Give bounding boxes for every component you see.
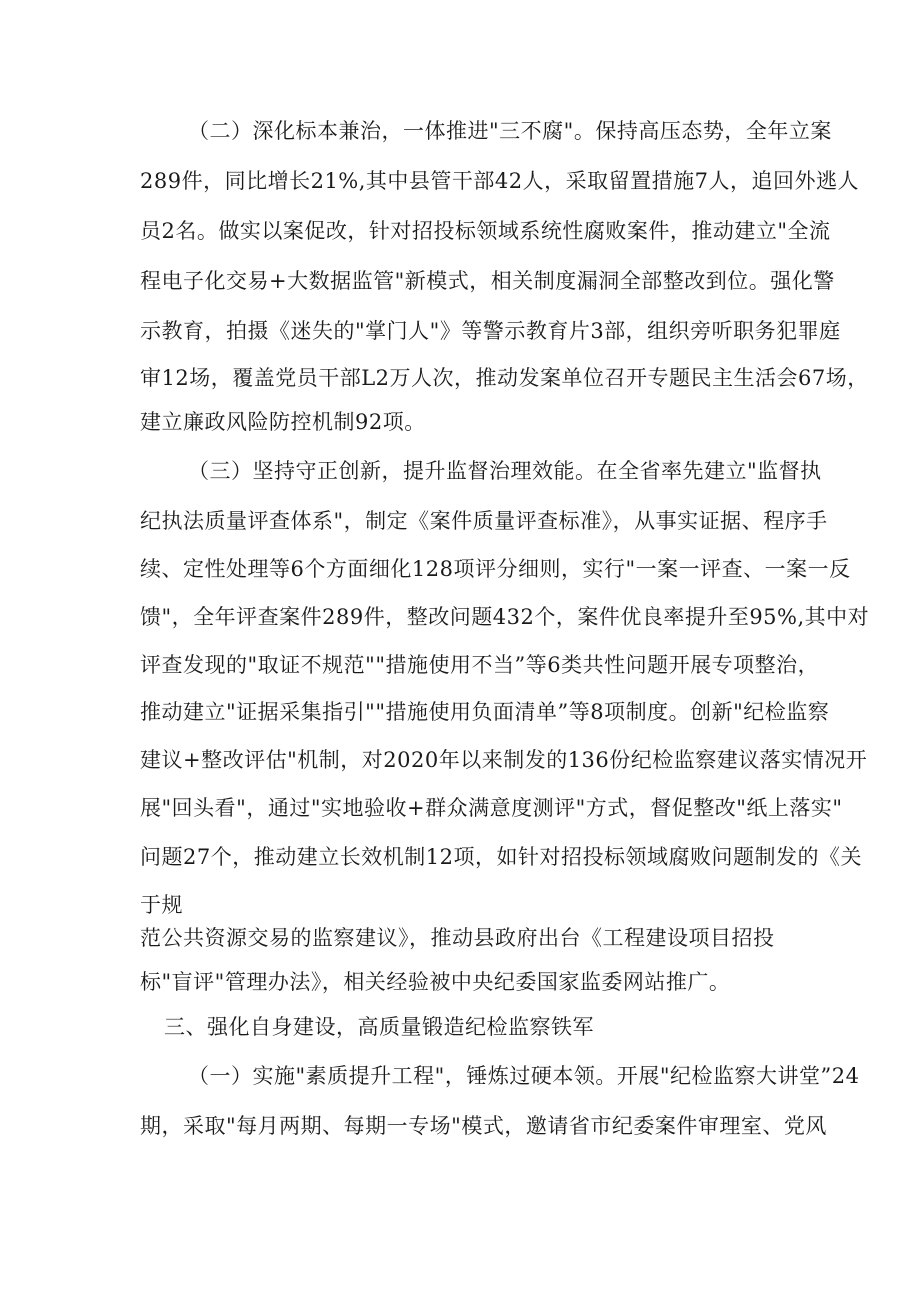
text-line: 展"回头看"，通过"实地验收+群众满意度测评"方式，督促整改"纸上落实" xyxy=(140,796,843,820)
text-line: 标"盲评"管理办法》，相关经验被中央纪委国家监委网站推广。 xyxy=(140,970,731,994)
text-line: 审12场，覆盖党员干部L2万人次，推动发案单位召开专题民主生活会67场， xyxy=(140,366,869,390)
text-line: （二）深化标本兼治，一体推进"三不腐"。保持高压态势，全年立案 xyxy=(188,119,832,143)
text-line: （三）坚持守正创新，提升监督治理效能。在全省率先建立"监督执 xyxy=(188,459,822,483)
text-line: 推动建立"证据采集指引""措施使用负面清单”等8项制度。创新"纪检监察 xyxy=(140,700,830,724)
text-line: 期，采取"每月两期、每期一专场"模式，邀请省市纪委案件审理室、党风 xyxy=(140,1114,827,1138)
text-line: 续、定性处理等6个方面细化128项评分细则，实行"一案一评查、一案一反 xyxy=(140,557,851,581)
text-line: （一）实施"素质提升工程"，锤炼过硬本领。开展"纪检监察大讲堂”24 xyxy=(188,1064,860,1088)
text-line: 纪执法质量评查体系"，制定《案件质量评查标准》，从事实证据、程序手 xyxy=(140,509,828,533)
text-line: 评查发现的"取证不规范""措施使用不当”等6类共性问题开展专项整治， xyxy=(140,653,820,677)
section-heading: 三、强化自身建设，高质量锻造纪检监察铁军 xyxy=(164,1015,594,1039)
text-line: 程电子化交易+大数据监管"新模式，相关制度漏洞全部整改到位。强化警 xyxy=(140,269,835,293)
text-line: 于规 xyxy=(140,893,183,917)
text-line: 建议+整改评估"机制，对2020年以来制发的136份纪检监察建议落实情况开 xyxy=(140,748,868,772)
text-line: 范公共资源交易的监察建议》，推动县政府出台《工程建设项目招投 xyxy=(140,926,775,950)
text-line: 员2名。做实以案促改，针对招投标领域系统性腐败案件，推动建立"全流 xyxy=(140,219,831,243)
text-line: 示教育，拍摄《迷失的"掌门人"》等警示教育片3部，组织旁听职务犯罪庭 xyxy=(140,319,841,343)
text-line: 289件，同比增长21%,其中县管干部42人，采取留置措施7人，追回外逃人 xyxy=(140,169,860,193)
text-line: 问题27个，推动建立长效机制12项，如针对招投标领域腐败问题制发的《关 xyxy=(140,845,862,869)
text-line: 馈"，全年评查案件289件，整改问题432个，案件优良率提升至95%,其中对 xyxy=(140,605,870,629)
text-line: 建立廉政风险防控机制92项。 xyxy=(140,410,426,434)
